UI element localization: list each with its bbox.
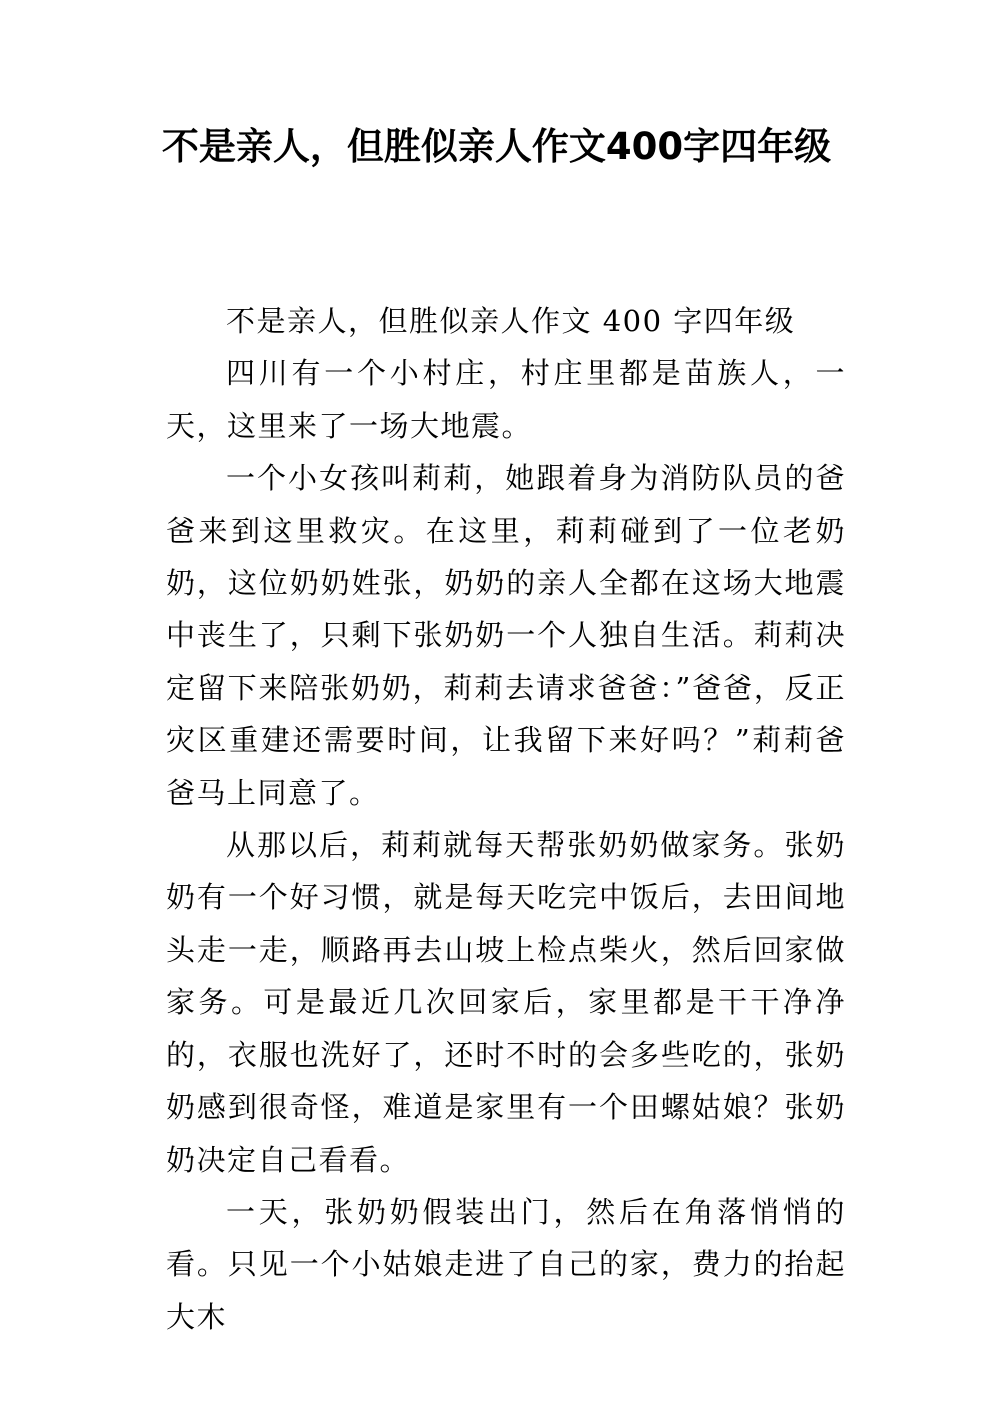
paragraph-subtitle: 不是亲人，但胜似亲人作文 400 字四年级 (226, 304, 796, 338)
paragraph: 一个小女孩叫莉莉，她跟着身为消防队员的爸爸来到这里救灾。在这里，莉莉碰到了一位老奶奶，这位奶奶姓张，奶奶的亲人全都在这场大地震中丧生了，只剩下张奶奶一个人独自生活。莉莉决定留下来陪张奶奶，莉莉去请求爸爸：”爸爸，反正灾区重建还需要时间，让我留下来好吗？”莉莉爸爸马上同意了。 (166, 461, 846, 810)
paragraph: 四川有一个小村庄，村庄里都是苗族人，一天，这里来了一场大地震。 (166, 356, 846, 443)
document-body (166, 295, 846, 1343)
paragraph: 一天，张奶奶假装出门，然后在角落悄悄的看。只见一个小姑娘走进了自己的家，费力的抬起大木 (166, 1194, 846, 1334)
paragraph: 从那以后，莉莉就每天帮张奶奶做家务。张奶奶有一个好习惯，就是每天吃完中饭后，去田间地头走一走，顺路再去山坡上检点柴火，然后回家做家务。可是最近几次回家后，家里都是干干净净的，衣服也洗好了，还时不时的会多些吃的，张奶奶感到很奇怪，难道是家里有一个田螺姑娘？张奶奶决定自己看看。 (166, 828, 846, 1177)
document-title: 不是亲人，但胜似亲人作文400字四年级 (161, 125, 832, 168)
